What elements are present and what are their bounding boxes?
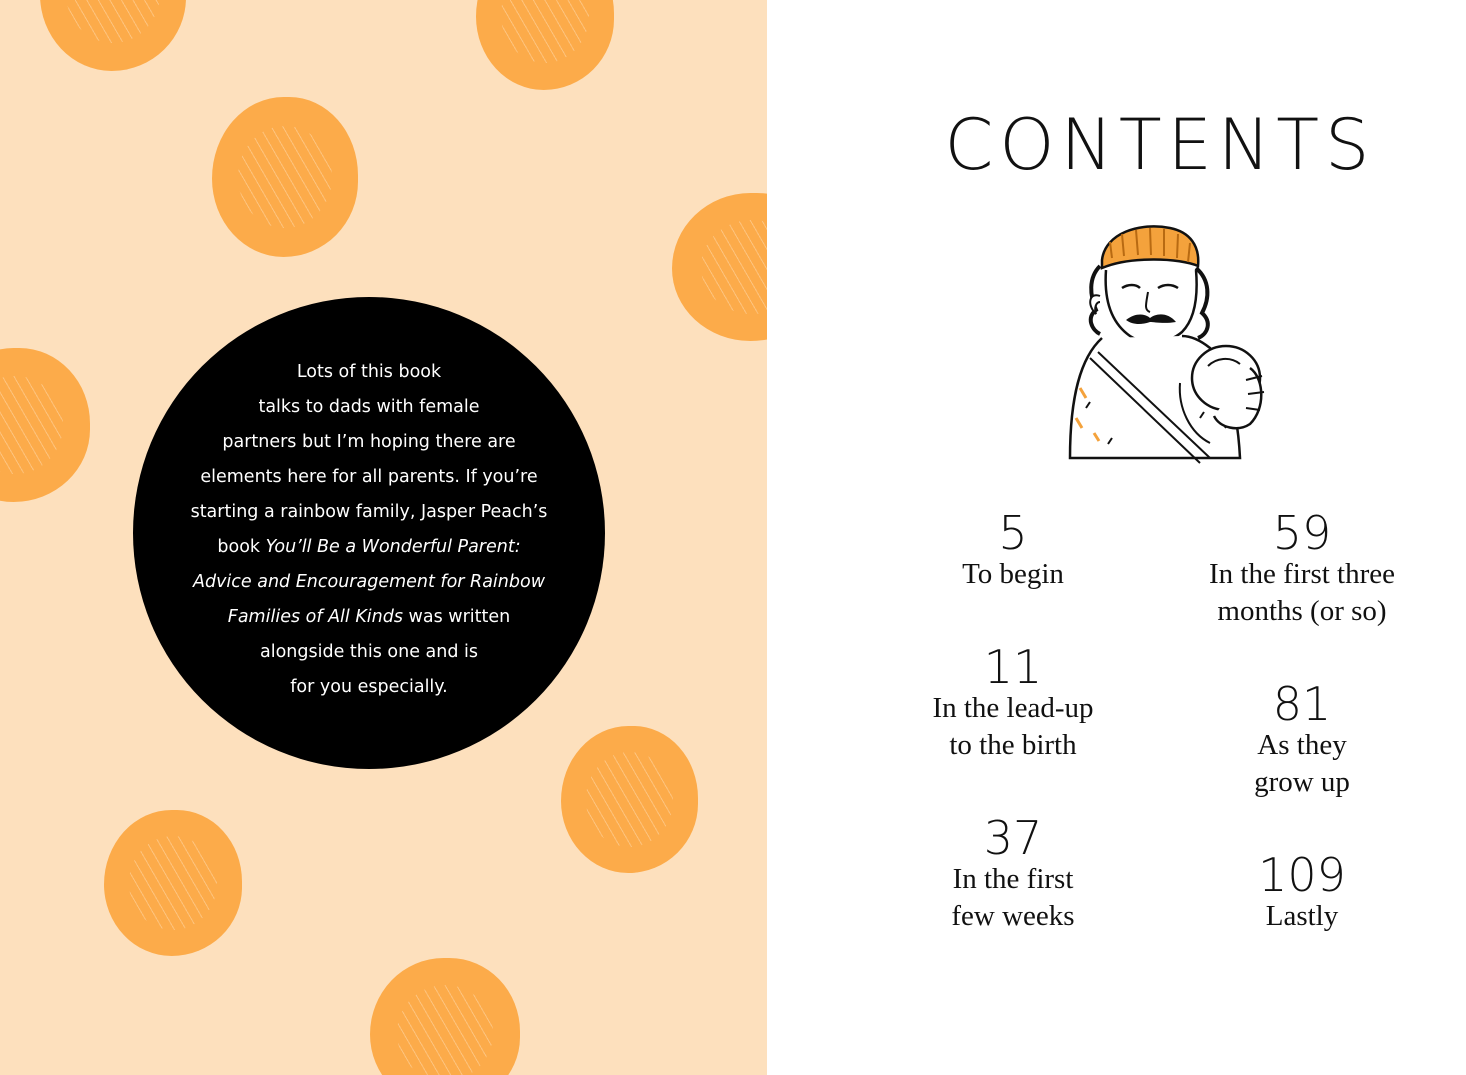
page-title: CONTENTS	[944, 104, 1376, 186]
page-number: 11	[983, 640, 1043, 694]
note-line: talks to dads with female	[258, 397, 480, 417]
book-title: Advice and Encouragement for Rainbow	[192, 572, 546, 592]
chapter-label: In the first	[952, 863, 1074, 895]
book-title: You’ll Be a Wonderful Parent:	[265, 537, 521, 557]
chapter-label: months (or so)	[1217, 595, 1387, 627]
page-number: 5	[998, 506, 1028, 560]
page-number: 81	[1272, 677, 1332, 731]
note-line: partners but I’m hoping there are	[222, 432, 516, 452]
chapter-label: In the first three	[1208, 558, 1395, 590]
chapter-label: grow up	[1254, 766, 1350, 798]
orange-dot	[104, 810, 242, 956]
note-line: Lots of this book	[296, 362, 442, 382]
page-number: 37	[983, 811, 1043, 865]
contents-entry[interactable]	[1157, 506, 1447, 630]
book-suffix: was written	[402, 607, 511, 627]
note-line	[170, 565, 568, 600]
orange-dot	[370, 958, 520, 1075]
contents-entry[interactable]	[868, 640, 1158, 764]
page-number: 109	[1258, 848, 1346, 902]
note-line: alongside this one and is	[260, 642, 478, 662]
chapter-label: Lastly	[1265, 900, 1339, 932]
chapter-label: To begin	[962, 558, 1064, 590]
note-text	[170, 355, 568, 705]
chapter-label: In the lead-up	[932, 692, 1094, 724]
note-line: for you especially.	[290, 677, 448, 697]
orange-dot	[476, 0, 614, 90]
chapter-label: to the birth	[949, 729, 1077, 761]
contents-entry[interactable]	[868, 811, 1158, 935]
dad-holding-baby-illustration	[1050, 218, 1285, 473]
orange-dot	[40, 0, 186, 71]
orange-dot	[212, 97, 358, 257]
orange-dot	[672, 193, 767, 341]
contents-entry[interactable]	[868, 506, 1158, 593]
note-line	[170, 530, 568, 565]
note-line	[170, 600, 568, 635]
contents-entry[interactable]	[1157, 848, 1447, 935]
book-prefix: book	[217, 537, 266, 557]
note-line: starting a rainbow family, Jasper Peach’s	[190, 502, 548, 522]
orange-dot	[561, 726, 698, 873]
page-number: 59	[1272, 506, 1332, 560]
book-title: Families of All Kinds	[227, 607, 403, 627]
note-line: elements here for all parents. If you’re	[200, 467, 538, 487]
orange-dot	[0, 348, 90, 502]
contents-entry[interactable]	[1157, 677, 1447, 801]
chapter-label: few weeks	[951, 900, 1075, 932]
chapter-label: As they	[1257, 729, 1347, 761]
